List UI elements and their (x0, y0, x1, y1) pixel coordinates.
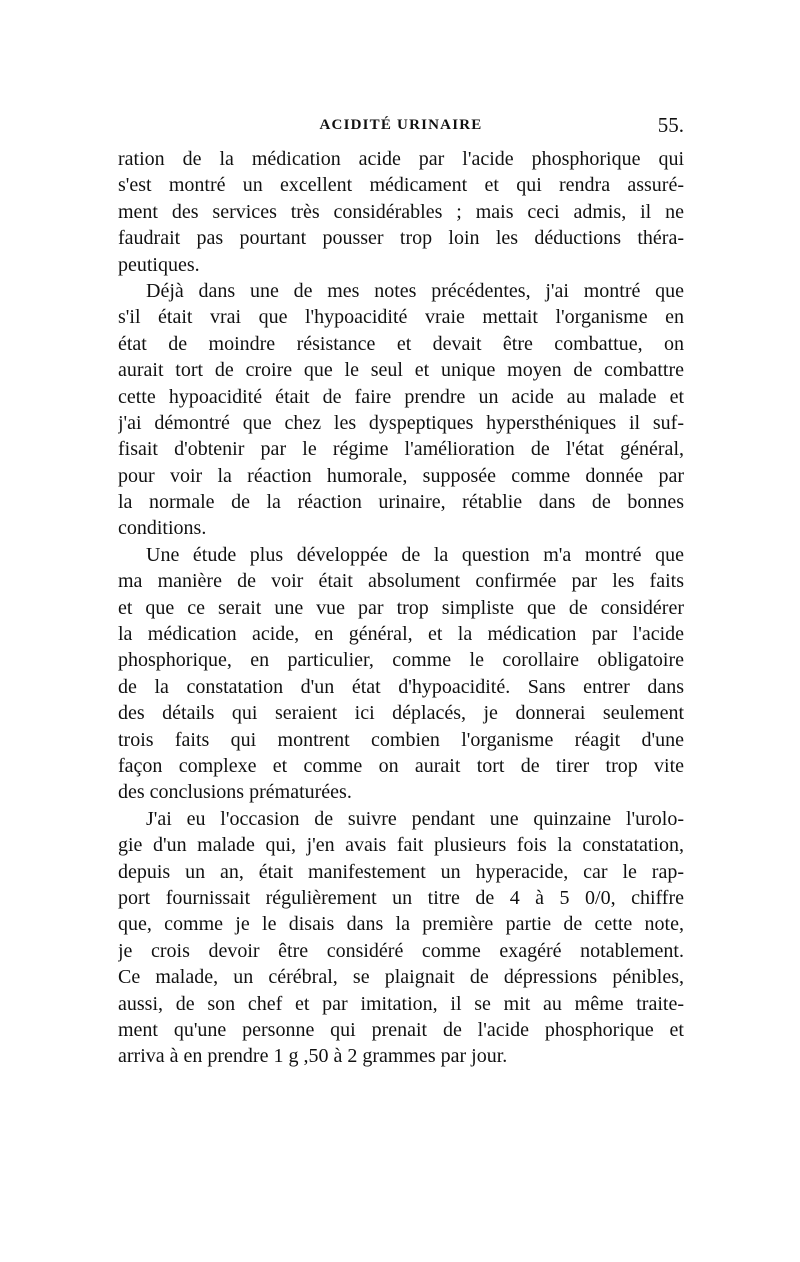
text-line: la normale de la réaction urinaire, rétablie dans de bonnes (118, 491, 684, 514)
text-line: état de moindre résistance et devait être combattue, on (118, 332, 684, 355)
text-line: des détails qui seraient ici déplacés, je donnerai seulement (118, 702, 684, 725)
text-line: que, comme je le disais dans la première partie de cette note, (118, 913, 684, 936)
text-line: phosphorique, en particulier, comme le corollaire obligatoire (118, 649, 684, 672)
text-line: s'est montré un excellent médicament et qui rendra assuré- (118, 174, 684, 197)
text-line: façon complexe et comme on aurait tort de tirer trop vite (118, 754, 684, 777)
text-line: la médication acide, en général, et la médication par l'acide (118, 623, 684, 646)
text-line: de la constatation d'un état d'hypoacidité. Sans entrer dans (118, 675, 684, 698)
text-line: Déjà dans une de mes notes précédentes, j'ai montré que (146, 279, 684, 302)
text-line: trois faits qui montrent combien l'organisme réagit d'une (118, 728, 684, 751)
text-line: et que ce serait une vue par trop simpliste que de considérer (118, 596, 684, 619)
running-title: ACIDITÉ URINAIRE (319, 117, 483, 133)
text-line: gie d'un malade qui, j'en avais fait plusieurs fois la constatation, (118, 834, 684, 857)
text-line: cette hypoacidité était de faire prendre un acide au malade et (118, 385, 684, 408)
text-line: arriva à en prendre 1 g ,50 à 2 grammes par jour. (118, 1045, 508, 1068)
text-line: j'ai démontré que chez les dyspeptiques hypersthéniques il suf- (118, 411, 684, 434)
text-line: je crois devoir être considéré comme exagéré notablement. (118, 939, 684, 962)
text-line: fisait d'obtenir par le régime l'amélioration de l'état général, (118, 438, 684, 461)
page-number: 55. (657, 113, 684, 137)
text-line: faudrait pas pourtant pousser trop loin les déductions théra- (118, 227, 684, 250)
text-line: depuis un an, était manifestement un hyperacide, car le rap- (118, 860, 684, 883)
text-line: aussi, de son chef et par imitation, il se mit au même traite- (118, 992, 684, 1015)
text-line: conditions. (118, 517, 207, 540)
text-line: J'ai eu l'occasion de suivre pendant une quinzaine l'urolo- (146, 807, 684, 830)
text-line: aurait tort de croire que le seul et unique moyen de combattre (118, 359, 684, 382)
text-line: pour voir la réaction humorale, supposée comme donnée par (118, 464, 684, 487)
text-line: des conclusions prématurées. (118, 781, 352, 804)
text-line: Une étude plus développée de la question m'a montré que (146, 543, 684, 566)
text-line: peutiques. (118, 253, 200, 276)
body-text (118, 146, 684, 1070)
text-line: port fournissait régulièrement un titre de 4 à 5 0/0, chiffre (118, 886, 684, 909)
text-line: ment des services très considérables ; mais ceci admis, il ne (118, 200, 684, 223)
text-line: Ce malade, un cérébral, se plaignait de dépressions pénibles, (118, 966, 684, 989)
text-line: ma manière de voir était absolument confirmée par les faits (118, 570, 684, 593)
text-line: ment qu'une personne qui prenait de l'acide phosphorique et (118, 1018, 684, 1041)
running-header (118, 113, 684, 141)
text-line: s'il était vrai que l'hypoacidité vraie mettait l'organisme en (118, 306, 684, 329)
text-line: ration de la médication acide par l'acide phosphorique qui (118, 148, 684, 170)
